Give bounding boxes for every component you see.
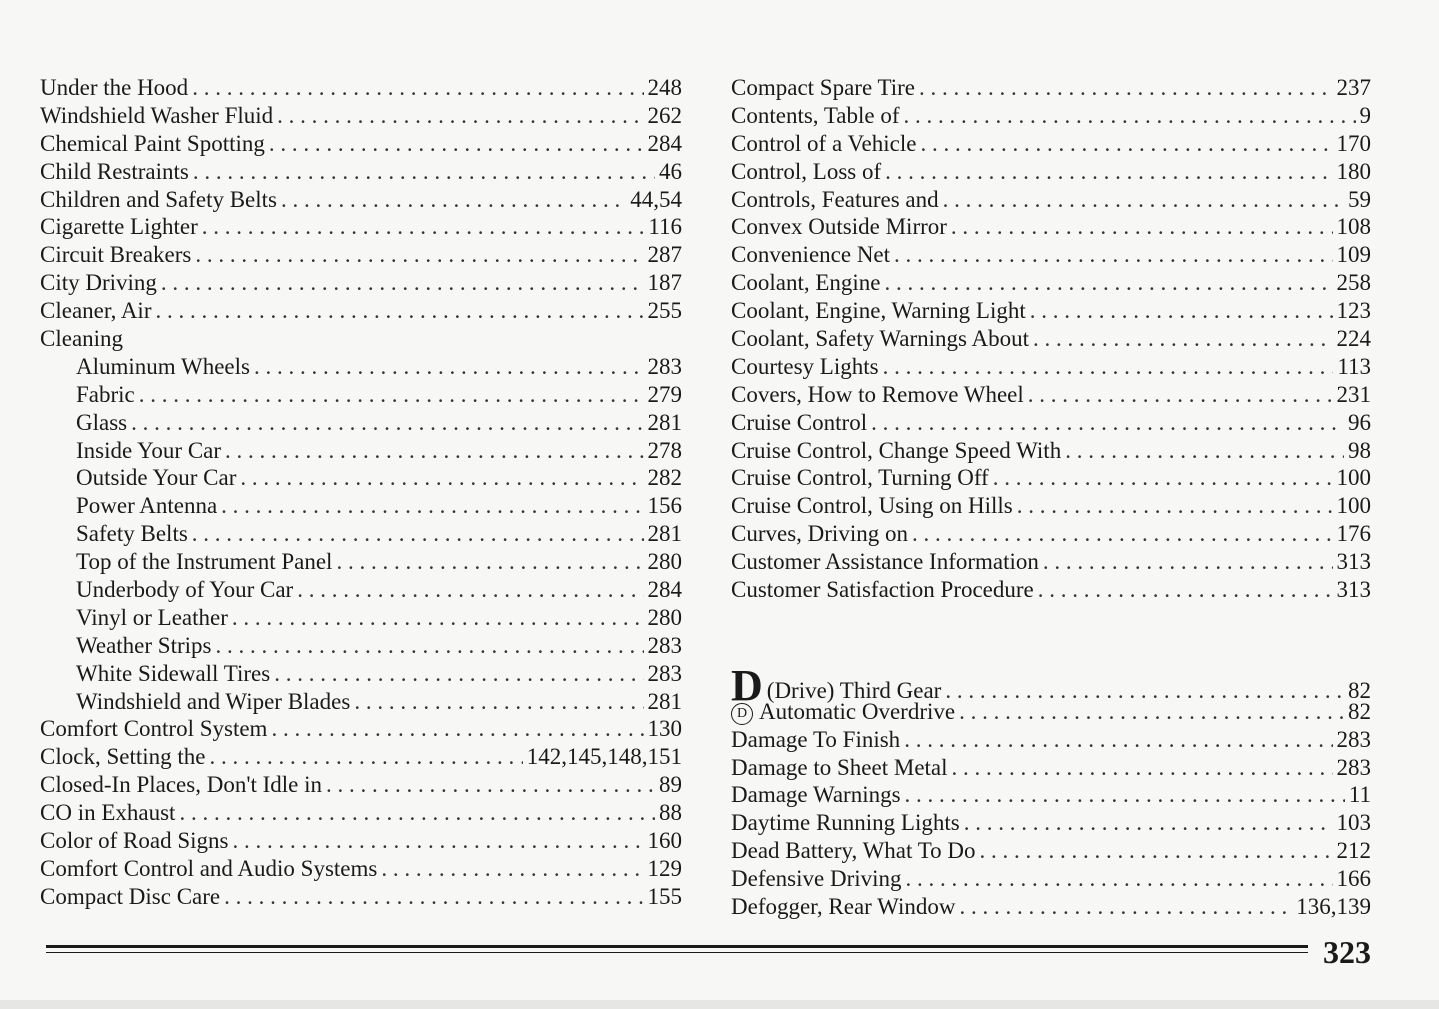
index-entry-section-d: D (Drive) Third Gear . . . 82 — [731, 670, 1371, 698]
index-entry: Customer Assistance Information . . . 313 — [731, 548, 1371, 576]
index-subentry: Underbody of Your Car . . . 284 — [40, 576, 682, 604]
index-subentry: Top of the Instrument Panel . . . 280 — [40, 548, 682, 576]
footer-rule — [46, 934, 1371, 970]
index-entry: Cigarette Lighter . . . 116 — [40, 213, 682, 241]
index-entry: Damage Warnings . . . 11 — [731, 781, 1371, 809]
index-right-column — [731, 74, 1371, 921]
index-entry: Children and Safety Belts . . . 44,54 — [40, 186, 682, 214]
index-entry: Circuit Breakers . . . 287 — [40, 241, 682, 269]
index-entry: Closed-In Places, Don't Idle in . . . 89 — [40, 771, 682, 799]
index-subentry: Outside Your Car . . . 282 — [40, 464, 682, 492]
index-subentry: Power Antenna . . . 156 — [40, 492, 682, 520]
footer-rule-thick — [46, 945, 1308, 948]
index-subentry: Inside Your Car . . . 278 — [40, 437, 682, 465]
index-subentry: Windshield and Wiper Blades . . . 281 — [40, 688, 682, 716]
index-entry: Color of Road Signs . . . 160 — [40, 827, 682, 855]
section-gap — [731, 604, 1371, 670]
index-entry: Defensive Driving . . . 166 — [731, 865, 1371, 893]
index-entry: Customer Satisfaction Procedure . . . 313 — [731, 576, 1371, 604]
index-subentry: White Sidewall Tires . . . 283 — [40, 660, 682, 688]
index-left-column — [40, 74, 682, 911]
index-entry: Damage To Finish . . . 283 — [731, 726, 1371, 754]
index-entry: Cruise Control, Change Speed With . . . 98 — [731, 437, 1371, 465]
index-entry: Child Restraints . . . 46 — [40, 158, 682, 186]
index-entry: Control, Loss of . . . 180 — [731, 158, 1371, 186]
index-entry: Cruise Control . . . 96 — [731, 409, 1371, 437]
circled-d-icon: D — [731, 703, 753, 725]
index-heading: Cleaning — [40, 326, 124, 352]
footer-rule-thin — [46, 952, 1308, 953]
page-bottom-edge — [0, 1000, 1439, 1009]
index-entry: Control of a Vehicle . . . 170 — [731, 130, 1371, 158]
index-entry: Cleaner, Air . . . 255 — [40, 297, 682, 325]
section-letter-d: D — [731, 660, 763, 710]
index-entry: Courtesy Lights . . . 113 — [731, 353, 1371, 381]
index-subentry: Aluminum Wheels . . . 283 — [40, 353, 682, 381]
index-entry: Cruise Control, Turning Off . . . 100 — [731, 464, 1371, 492]
index-entry: Compact Disc Care . . . 155 — [40, 883, 682, 911]
index-subentry: Fabric . . . 279 — [40, 381, 682, 409]
index-entry: CO in Exhaust . . . 88 — [40, 799, 682, 827]
index-subentry: Glass . . . 281 — [40, 409, 682, 437]
index-entry: Coolant, Engine . . . 258 — [731, 269, 1371, 297]
index-entry: Dead Battery, What To Do . . . 212 — [731, 837, 1371, 865]
index-entry: Daytime Running Lights . . . 103 — [731, 809, 1371, 837]
index-entry: Damage to Sheet Metal . . . 283 — [731, 754, 1371, 782]
index-entry: Contents, Table of . . . 9 — [731, 102, 1371, 130]
index-entry: Comfort Control and Audio Systems . . . 129 — [40, 855, 682, 883]
index-entry: Compact Spare Tire . . . 237 — [731, 74, 1371, 102]
index-entry: Clock, Setting the . . . 142,145,148,151 — [40, 743, 682, 771]
index-entry: Convex Outside Mirror . . . 108 — [731, 213, 1371, 241]
index-entry: Controls, Features and . . . 59 — [731, 186, 1371, 214]
index-entry: Convenience Net . . . 109 — [731, 241, 1371, 269]
index-entry: Coolant, Safety Warnings About . . . 224 — [731, 325, 1371, 353]
index-subentry: Weather Strips . . . 283 — [40, 632, 682, 660]
index-entry: Defogger, Rear Window . . . 136,139 — [731, 893, 1371, 921]
index-entry: Cruise Control, Using on Hills . . . 100 — [731, 492, 1371, 520]
index-entry: Comfort Control System . . . 130 — [40, 715, 682, 743]
index-subentry: Vinyl or Leather . . . 280 — [40, 604, 682, 632]
index-entry: Coolant, Engine, Warning Light . . . 123 — [731, 297, 1371, 325]
index-entry: Curves, Driving on . . . 176 — [731, 520, 1371, 548]
index-entry: Windshield Washer Fluid . . . 262 — [40, 102, 682, 130]
index-entry-overdrive: D Automatic Overdrive . . . 82 — [731, 698, 1371, 726]
index-entry: Covers, How to Remove Wheel . . . 231 — [731, 381, 1371, 409]
page-number: 323 — [1323, 934, 1371, 970]
index-entry: Under the Hood . . . 248 — [40, 74, 682, 102]
index-subentry: Safety Belts . . . 281 — [40, 520, 682, 548]
index-entry: Chemical Paint Spotting . . . 284 — [40, 130, 682, 158]
index-entry: City Driving . . . 187 — [40, 269, 682, 297]
